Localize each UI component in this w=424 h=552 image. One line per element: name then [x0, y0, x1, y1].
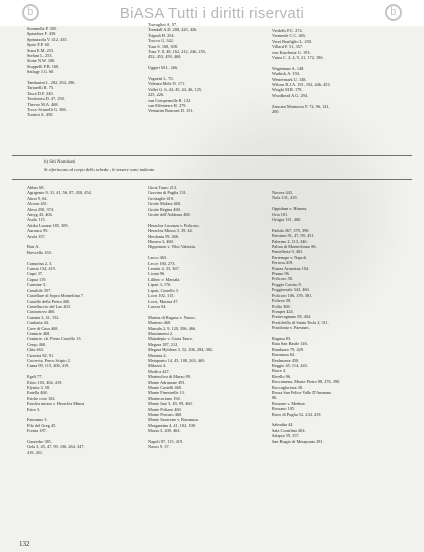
index-entry: 419, 451.: [27, 449, 44, 455]
section-subheading: Si riferiscono al corpo dello scheda ; le tessere sono indicate.: [44, 167, 156, 172]
index-entry: Paestum 91, 47, 99, 451.: [272, 233, 315, 239]
index-entry: Locri, Marasa 47.: [148, 298, 179, 304]
index-entry: Szilagy J.G. 60.: [27, 69, 55, 75]
index-entry: Pisano 96.: [272, 271, 290, 277]
index-entry: Stefani L. 253.: [27, 53, 53, 59]
index-entry: Palma di Montechiaro 86.: [272, 244, 317, 250]
index-entry: Tripodi H. 254.: [148, 32, 175, 38]
index-entry: Attika Lucana 185, 309.: [27, 222, 69, 228]
index-entry: Gioia Tauro 213.: [148, 185, 178, 190]
index-entry: Palermo 2, 113, 246.: [272, 238, 308, 244]
index-entry: Centurie, ch. Pieno Castello 13.: [27, 336, 82, 342]
index-entry: Castello della Pietra 460.: [27, 298, 71, 304]
index-column-top-middle: [148, 22, 206, 114]
index-entry: Modica 447.: [148, 368, 170, 374]
index-entry: Polizzo 58.: [272, 298, 292, 304]
divider-rule: [12, 155, 412, 156]
index-entry: Ravanusa 84.: [272, 352, 296, 358]
sites-column-a: [27, 185, 92, 455]
index-entry: Verdelis P.C. 274.: [272, 28, 303, 33]
index-entry: Catania 2, 41, 152.: [27, 314, 60, 320]
index-entry: Montecoriano 194.: [148, 395, 181, 401]
index-entry: Megara 187, 212.: [148, 341, 179, 347]
index-entry: Aurunco 95.: [27, 228, 49, 234]
index-entry: Travaglini A. 97.: [148, 22, 178, 27]
index-entry: Cansia 134, 419.: [27, 266, 56, 272]
index-entry: Messina 4.: [148, 352, 167, 358]
index-entry: Abbas 68.: [27, 185, 45, 190]
index-entry: Roccagloriosa 38.: [272, 384, 304, 390]
index-entry: 200.: [272, 109, 280, 115]
index-entry: Monteoliva di Marzo 99.: [148, 374, 191, 380]
index-entry: Westermark U. 148.: [272, 76, 307, 82]
scanned-page: [0, 22, 424, 552]
index-entry: Tocco Sciarelli G. 386.: [27, 107, 67, 113]
index-entry: Stoppelli F.B. 168.: [27, 63, 60, 69]
index-entry: Filo del Greg 45.: [27, 422, 57, 428]
index-entry: Matadepio v. Gioia Tauro.: [148, 336, 194, 342]
index-entry: Poggio Carrito 8.: [272, 281, 302, 287]
index-entry: Tornesi A. 458.: [27, 112, 54, 118]
index-entry: Caulonia 44.: [27, 320, 49, 326]
index-entry: Posidonia v. Paestum.: [272, 325, 310, 331]
index-entry: Capri 37.: [27, 271, 43, 277]
index-entry: Metaponto 14, 45, 108, 263, 465.: [148, 357, 206, 363]
index-entry: Naxos 9, 37.: [148, 444, 170, 450]
index-entry: Venturini Ronconi D. 151.: [148, 108, 194, 114]
index-entry: Stone N.W. 180.: [27, 58, 56, 64]
index-entry: Policoro 106, 159, 381.: [272, 292, 313, 298]
index-entry: Alesa 250, 374.: [27, 206, 54, 212]
index-entry: Vermeule C.C. 465.: [272, 33, 307, 39]
index-entry: Sabratha 44.: [272, 422, 294, 428]
index-entry: van Effenterre H. 279.: [148, 103, 187, 109]
index-entry: Grotte Regina 460.: [148, 206, 181, 212]
index-entry: Cizzeria 82, 91.: [27, 352, 55, 358]
index-entry: Valenza Mele N. 171.: [148, 81, 186, 87]
index-entry: Wagemans A. 148.: [272, 65, 305, 71]
index-entry: Gravina di Puglia 131.: [148, 190, 187, 196]
index-entry: Morgantina 4, 41, 102, 108.: [148, 422, 196, 428]
divider-rule: [12, 179, 412, 180]
index-entry: Lipari, Castello 3.: [148, 287, 180, 293]
section-heading: b) Siti Nominati: [44, 160, 76, 165]
index-entry: Piazza Armerina 104.: [272, 265, 310, 271]
index-entry: Castronovo 460.: [27, 309, 56, 315]
index-entry: von Kaschnitz G. 193.: [272, 49, 311, 55]
index-entry: Salapia 59, 357.: [272, 433, 300, 439]
index-entry: Grotte dell'Addaura 468.: [148, 212, 191, 218]
index-entry: Grotte Molara 460.: [148, 201, 182, 207]
index-entry: Entella 468.: [27, 390, 48, 396]
index-entry: Monte Saraceno v. Ravanusa.: [148, 417, 199, 423]
index-entry: Tasca D.F. 240.: [27, 90, 54, 96]
index-entry: Castelluccio del Lao 403.: [27, 303, 71, 309]
index-entry: Spinazzola V. 412, 435.: [27, 36, 68, 42]
index-entry: Randazzo 79, 429.: [272, 346, 304, 352]
index-entry: Pompei 424.: [272, 308, 294, 314]
index-entry: Lucera 94.: [148, 303, 167, 309]
index-entry: Lilibeo v. Marsala.: [148, 276, 181, 282]
index-entry: Akrai 9, 64.: [27, 195, 48, 201]
index-entry: Zancani Montuoro P. 72, 96, 141,: [272, 103, 330, 109]
index-entry: Monte Castelli 460.: [148, 384, 183, 390]
index-entry: Lacco 463.: [148, 255, 168, 261]
index-entry: Himera 3, 468.: [148, 239, 174, 245]
index-column-top-left: [27, 26, 75, 118]
index-entry: Tartarelli R. 75.: [27, 85, 55, 91]
index-entry: Eraclea minoa v. Heraclea Minoa: [27, 401, 85, 407]
index-entry: Cuma 99, 115, 406, 419.: [27, 363, 70, 369]
index-entry: Herdonia 59, 266.: [148, 233, 180, 239]
index-entry: Amyg 43, 404.: [27, 212, 53, 218]
index-entry: Gela 3, 45, 47, 99, 106, 264, 347,: [27, 444, 85, 450]
index-entry: Trocco G. 342.: [148, 38, 174, 44]
index-entry: Lentini 4, 33, 367.: [148, 266, 180, 272]
watermark-circle-icon: b: [385, 4, 402, 21]
index-entry: Oria 101.: [272, 211, 289, 217]
index-entry: Nocera 443.: [272, 190, 293, 195]
index-entry: Licata 96.: [148, 271, 166, 277]
index-entry: Elymia 3, 58.: [27, 384, 51, 390]
index-entry: Tusa V. 8, 48, 162, 212, 246, 255,: [148, 49, 206, 55]
index-entry: Gazzedro 381.: [27, 439, 53, 445]
index-entry: Tamburini L. 282, 294, 296.: [27, 80, 76, 86]
index-entry: Lecce 160, 273.: [148, 260, 176, 266]
index-entry: Milazzo 4.: [148, 363, 167, 369]
index-entry: 225, 226.: [148, 92, 165, 98]
index-entry: Fauranno 3.: [27, 417, 48, 423]
index-entry: Thevoz M.A. 468.: [27, 101, 59, 107]
index-entry: Monte Porcaro 460.: [148, 412, 183, 418]
index-entry: Villard F. 51, 357.: [272, 44, 304, 50]
index-entry: Monte Iato 3, 49, 99, 460.: [148, 401, 193, 407]
index-entry: Alceon 451.: [27, 201, 49, 207]
index-entry: Realmonte 450.: [272, 357, 300, 363]
index-entry: Tusa S. 168, 308.: [148, 43, 178, 49]
index-entry: Egeli 77.: [27, 374, 43, 380]
index-entry: Crocevia, Parco Scipio 2.: [27, 357, 71, 363]
watermark-circle-icon: b: [22, 4, 39, 21]
index-column-top-right: [272, 28, 331, 114]
index-entry: Napoli 87, 115, 419.: [148, 439, 184, 445]
index-entry: Verzi Bonfiglio L. 250.: [272, 38, 312, 44]
watermark-text: BiASA Tutti i diritti riservati: [119, 4, 305, 22]
index-entry: Avola 357.: [27, 233, 46, 239]
watermark-banner: [0, 0, 424, 26]
index-entry: Spiro F.P. 60.: [27, 42, 50, 48]
index-entry: Ruvo di Puglia 52, 234, 419.: [272, 411, 322, 417]
index-entry: Wilson R.J.A. 191, 192, 446, 453.: [272, 82, 331, 88]
index-entry: Agrigento 9, 31, 41, 56, 87, 450, 454.: [27, 190, 92, 196]
index-entry: 86.: [272, 395, 278, 401]
index-entry: Trendall A.D. 208, 425, 426.: [148, 27, 198, 33]
index-entry: Camarina 2, 3.: [27, 260, 53, 266]
index-entry: Spatafora F. 439.: [27, 31, 57, 37]
index-entry: Poggioreale 343, 460.: [272, 287, 310, 293]
index-entry: Roccamena, Monte Pietro 98, 276, 390.: [272, 379, 341, 385]
index-entry: Mozia 3, 208, 463.: [148, 428, 181, 434]
index-entry: Hipponion v. Vibo Valentia.: [148, 244, 196, 250]
index-entry: Eriche cose 163.: [27, 395, 56, 401]
index-entry: Reggio 45, 114, 443.: [272, 362, 308, 368]
sites-column-c: [272, 190, 340, 444]
index-entry: Rossa San Felice Valle D'Amanno: [272, 389, 331, 395]
index-entry: Bari A.: [27, 244, 40, 250]
index-entry: Partenope v. Napoli.: [272, 254, 308, 260]
index-entry: Grottaglie 419.: [148, 195, 175, 201]
sites-column-b: [148, 185, 213, 450]
index-entry: Wright M.R. 178.: [272, 87, 303, 93]
index-entry: Cassibile 357.: [27, 287, 52, 293]
index-entry: Monte Polizzo 460.: [148, 406, 182, 412]
index-entry: Nola 131, 419.: [272, 195, 298, 201]
index-entry: Monte Adranone 491.: [148, 379, 186, 385]
index-entry: Rivello 96.: [272, 373, 292, 379]
index-entry: Locri 102, 115.: [148, 293, 175, 299]
index-entry: Marzamemi 2.: [148, 330, 174, 336]
index-entry: Padula 367, 379, 390.: [272, 227, 310, 233]
index-entry: Ragusa 83.: [272, 335, 292, 341]
index-entry: Pollia 368.: [272, 303, 291, 309]
index-entry: Castellare di Sopra Monteftina 7.: [27, 293, 85, 299]
index-entry: Stara E.M. 253.: [27, 47, 55, 53]
index-entry: Oppidum v. Himera.: [272, 206, 308, 212]
index-entry: Heraclea Lucenza v. Policoro.: [148, 222, 200, 228]
index-entry: Vagnetti L. 70.: [148, 76, 174, 82]
index-entry: Raia San Basile 146.: [272, 341, 308, 347]
index-entry: Pontecagnano 58, 404.: [272, 314, 312, 320]
index-entry: Policoro 58.: [272, 276, 294, 282]
index-entry: Marina di Ragusa v. Naxos.: [148, 314, 196, 320]
index-entry: Asolo 115.: [27, 217, 46, 223]
index-entry: Riace 4.: [272, 368, 287, 374]
index-entry: Megara Hyblaea 3, 52, 206, 284, 382.: [148, 347, 214, 353]
index-entry: Carmine 3.: [27, 282, 47, 288]
index-entry: Woodhead A.G. 294.: [272, 92, 309, 98]
index-entry: Warbick A. 194.: [272, 71, 301, 77]
index-entry: Capua 119.: [27, 276, 47, 282]
index-entry: Vallet G. 6, 44, 45, 44, 46, 125,: [148, 86, 202, 92]
index-entry: Portichello di Santa Tecla 2, 311.: [272, 319, 329, 325]
index-entry: 452, 453, 459, 468.: [148, 54, 182, 60]
index-entry: Rosarno v. Medma.: [272, 400, 306, 406]
page-number: 132: [19, 540, 30, 548]
index-entry: Centurie 468.: [27, 330, 51, 336]
index-entry: Marineo 460.: [148, 320, 172, 326]
index-entry: Teodoroiu D. 47, 250.: [27, 96, 65, 102]
index-entry: Sala Consilina 404.: [272, 427, 306, 433]
index-entry: Pertosa 419.: [272, 260, 294, 266]
index-entry: Ortigia 131, 460.: [272, 217, 302, 223]
index-entry: Vutza C. 2, 4, 9, 21, 172, 186.: [272, 55, 324, 61]
index-entry: Erice 3.: [27, 406, 41, 412]
index-entry: San Biagio di Metaponto 281.: [272, 438, 324, 444]
index-entry: Heraclea Minoa 3, 39, 44.: [148, 228, 193, 234]
index-entry: Monte Finestrelle 13.: [148, 390, 185, 396]
index-entry: Rossano 105.: [272, 406, 296, 412]
index-entry: Chiu 463.: [27, 347, 44, 353]
index-entry: Eloro 103, 404, 419.: [27, 379, 63, 385]
index-entry: Lipari 3, 176.: [148, 282, 172, 288]
index-entry: Brescello 163.: [27, 249, 52, 255]
index-entry: Marsala 2, 9, 120, 396, 466.: [148, 325, 197, 331]
index-entry: van Compernolle R. 122.: [148, 97, 192, 103]
index-entry: Pantelleria 9, 463.: [272, 249, 304, 255]
index-entry: Forina 187.: [27, 428, 47, 434]
index-entry: Uggeri M.L. 266.: [148, 65, 179, 71]
index-entry: Cerqo 460.: [27, 341, 47, 347]
index-entry: Cave di Cusa 468.: [27, 325, 59, 331]
index-entry: Sommella P. 305.: [27, 26, 58, 31]
